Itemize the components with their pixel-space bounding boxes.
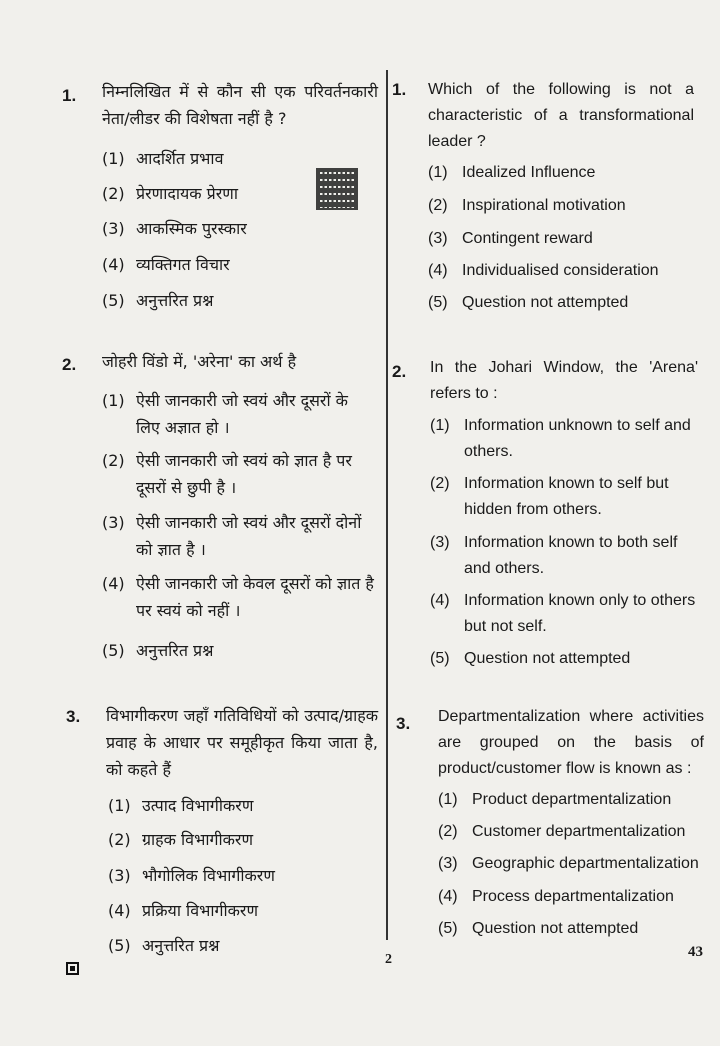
option-4: (4) व्यक्तिगत विचार [102, 255, 230, 274]
column-divider [386, 70, 388, 940]
question-number: 1. [392, 80, 407, 99]
option-4: (4) Individualised consideration [428, 262, 659, 279]
question-text: विभागीकरण जहाँ गतिविधियों को उत्पाद/ग्राहक प्रवाह के आधार पर समूहीकृत किया जाता है, को कहते हैं [106, 706, 378, 779]
question-number: 2. [62, 355, 77, 374]
option-5: (5) अनुत्तरित प्रश्न [102, 641, 214, 660]
question-number: 1. [62, 86, 77, 105]
option-3: (3) ऐसी जानकारी जो स्वयं और दूसरों दोनों को ज्ञात है । [102, 513, 362, 559]
page-number: 2 [385, 952, 392, 967]
option-2: (2) Information known to self but hidden from others. [430, 475, 669, 518]
option-1: (1) Information unknown to self and others. [430, 417, 691, 460]
option-3: (3) Information known to both self and others. [430, 534, 678, 577]
question-number: 3. [396, 714, 411, 733]
option-2: (2) Customer departmentalization [438, 823, 686, 840]
paper-code: 43 [688, 944, 703, 960]
option-1: (1) Idealized Influence [428, 164, 596, 181]
option-1: (1) ऐसी जानकारी जो स्वयं और दूसरों के लिए अज्ञात हो । [102, 391, 348, 437]
option-5: (5) Question not attempted [430, 650, 631, 667]
option-5: (5) Question not attempted [438, 920, 639, 937]
qr-code-icon [316, 168, 358, 210]
option-5: (5) अनुत्तरित प्रश्न [108, 936, 220, 955]
option-5: (5) अनुत्तरित प्रश्न [102, 291, 214, 310]
question-text: Departmentalization where activities are grouped on the basis of product/customer flow is known as : [438, 708, 704, 777]
option-2: (2) प्रेरणादायक प्रेरणा [102, 184, 239, 203]
question-text: In the Johari Window, the 'Arena' refers to : [430, 359, 698, 402]
option-4: (4) प्रक्रिया विभागीकरण [108, 901, 259, 920]
option-3: (3) आकस्मिक पुरस्कार [102, 219, 247, 238]
option-1: (1) उत्पाद विभागीकरण [108, 796, 254, 815]
option-4: (4) Process departmentalization [438, 888, 674, 905]
option-3: (3) भौगोलिक विभागीकरण [108, 866, 275, 885]
option-1: (1) आदर्शित प्रभाव [102, 149, 224, 168]
question-text: जोहरी विंडो में, 'अरेना' का अर्थ है [102, 352, 297, 371]
option-4: (4) Information known only to others but not self. [430, 592, 696, 635]
option-5: (5) Question not attempted [428, 294, 629, 311]
option-1: (1) Product departmentalization [438, 791, 672, 808]
question-number: 3. [66, 707, 81, 726]
option-2: (2) ऐसी जानकारी जो स्वयं को ज्ञात है पर दूसरों से छुपी है । [102, 451, 352, 497]
square-marker-icon [66, 962, 79, 975]
question-text: Which of the following is not a characteristic of a transformational leader ? [428, 81, 694, 150]
option-2: (2) Inspirational motivation [428, 197, 626, 214]
question-number: 2. [392, 362, 407, 381]
option-4: (4) ऐसी जानकारी जो केवल दूसरों को ज्ञात है पर स्वयं को नहीं । [102, 574, 374, 620]
option-3: (3) Contingent reward [428, 230, 593, 247]
question-text: निम्नलिखित में से कौन सी एक परिवर्तनकारी नेता/लीडर की विशेषता नहीं है ? [102, 82, 378, 128]
option-2: (2) ग्राहक विभागीकरण [108, 830, 254, 849]
option-3: (3) Geographic departmentalization [438, 855, 699, 872]
